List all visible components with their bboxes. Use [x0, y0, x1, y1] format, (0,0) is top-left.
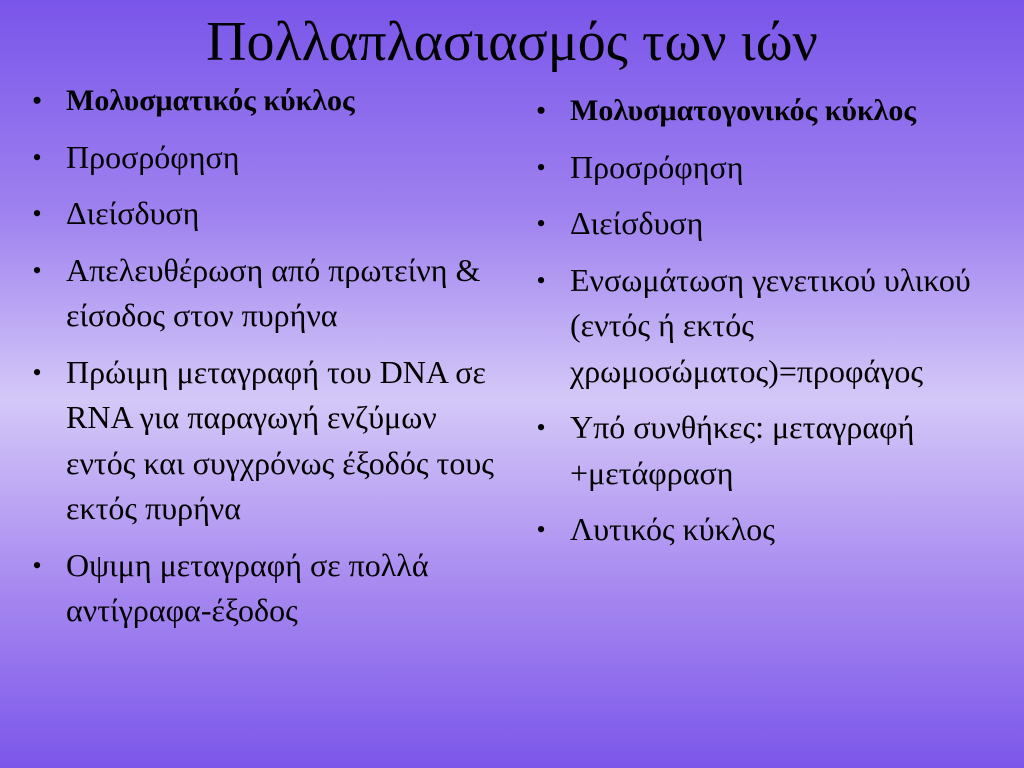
- list-item-text: Ενσωμάτωση γενετικού υλικού (εντός ή εκτός χρωμοσώματος)=προφάγος: [570, 261, 971, 389]
- bullet-icon: •: [536, 152, 546, 182]
- list-item: [530, 507, 1020, 553]
- right-bullet-list: [530, 88, 1020, 564]
- bullet-icon: •: [536, 265, 546, 295]
- bullet-icon: •: [32, 199, 42, 228]
- list-item: [26, 350, 496, 532]
- bullet-icon: •: [536, 413, 546, 442]
- bullet-icon: •: [536, 515, 546, 544]
- bullet-icon: •: [32, 357, 42, 387]
- list-item: [530, 145, 1020, 191]
- bullet-icon: •: [32, 550, 42, 580]
- list-item-text: Μολυσματογονικός κύκλος: [570, 94, 917, 127]
- left-bullet-list: [26, 78, 496, 645]
- list-item-text: Προσρόφηση: [570, 148, 744, 185]
- bullet-icon: •: [32, 86, 42, 115]
- list-item: [26, 78, 496, 124]
- list-item-text: Λυτικός κύκλος: [570, 511, 775, 547]
- list-item-text: Διείσδυση: [570, 205, 704, 241]
- list-item: [530, 258, 1020, 395]
- bullet-icon: •: [32, 142, 42, 172]
- list-item-text: Μολυσματικός κύκλος: [66, 84, 355, 117]
- list-item: [530, 201, 1020, 247]
- list-item: [26, 248, 496, 339]
- list-item-text: Προσρόφηση: [66, 138, 240, 175]
- list-item-text: Οψιμη μεταγραφή σε πολλά αντίγραφα-έξοδος: [66, 546, 429, 628]
- bullet-icon: •: [536, 209, 546, 238]
- bullet-icon: •: [536, 96, 546, 125]
- list-item: [26, 543, 496, 634]
- slide-title: Πολλαπλασιασμός των ιών: [206, 11, 818, 73]
- list-item-text: Διείσδυση: [66, 195, 200, 231]
- list-item: [530, 88, 1020, 134]
- list-item-text: Πρώιμη μεταγραφή του DNA σε RNA για παραγωγή ενζύμων εντός και συγχρόνως έξοδός τους εκτός πυρήνα: [66, 353, 494, 526]
- list-item: [26, 191, 496, 237]
- list-item: [530, 405, 1020, 496]
- list-item-text: Απελευθέρωση από πρωτείνη & είσοδος στον πυρήνα: [66, 251, 481, 333]
- list-item-text: Υπό συνθήκες: μεταγραφή +μετάφραση: [570, 409, 915, 491]
- bullet-icon: •: [32, 255, 42, 285]
- list-item: [26, 135, 496, 181]
